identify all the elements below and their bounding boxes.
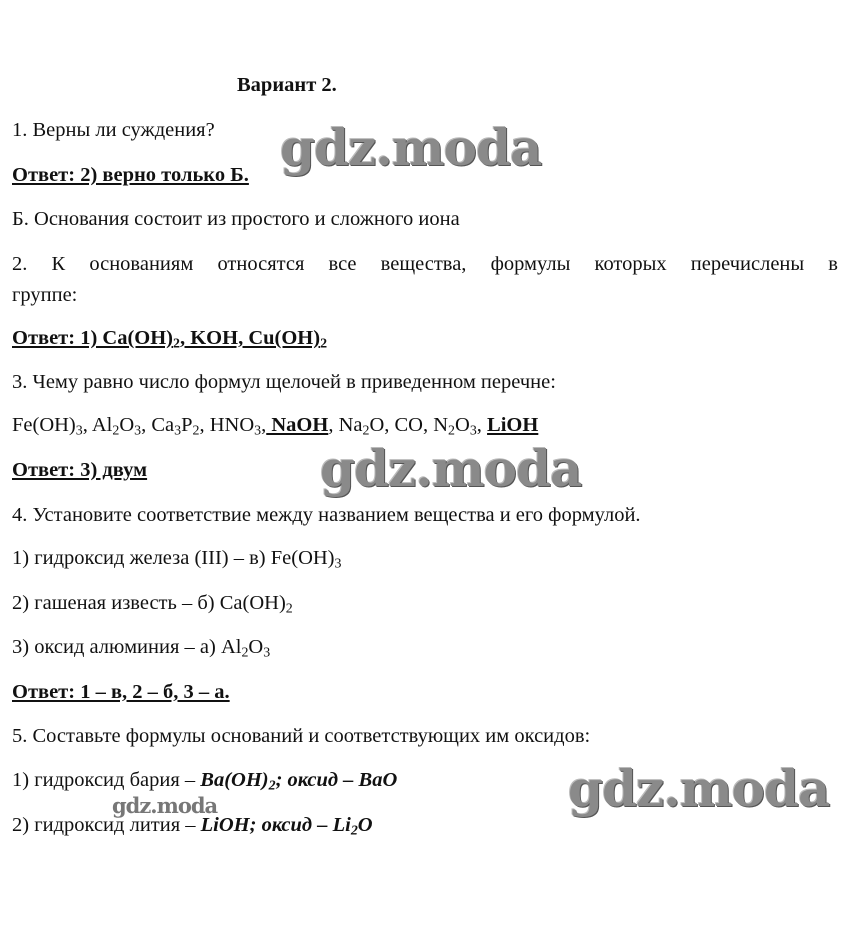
answer-5-sub: 2	[350, 823, 358, 839]
formula-sub: 3	[174, 423, 182, 439]
item-text: 1) гидроксид бария –	[12, 769, 201, 791]
answer-5-formula: LiOH; оксид – Li	[200, 814, 351, 836]
formula-sub: 2	[112, 423, 120, 439]
question-4-item-1	[12, 546, 341, 570]
formula-part: O, CO, N	[369, 414, 449, 436]
watermark: gdz.moda	[280, 118, 542, 177]
question-4-item-2	[12, 591, 293, 615]
formula-sub: 2	[192, 423, 200, 439]
formula-sub: 3	[134, 423, 142, 439]
formula-sub: 3	[469, 423, 477, 439]
answer-2-sub: 2	[320, 336, 328, 352]
formula-part: Fe(OH)	[12, 414, 76, 436]
formula-part: , Na	[328, 414, 363, 436]
answer-5-formula: ; оксид – BaO	[275, 769, 398, 791]
item-text: 1) гидроксид железа (III) – в) Fe(OH)	[12, 547, 335, 569]
item-text: O	[248, 636, 264, 658]
answer-5-formula: Ba(OH)	[200, 769, 269, 791]
answer-2-part: , KOH, Cu(OH)	[179, 327, 321, 349]
watermark: gdz.moda	[112, 793, 218, 818]
question-3: 3. Чему равно число формул щелочей в приведенном перечне:	[12, 371, 556, 393]
item-text: 3) оксид алюминия – а) Al	[12, 636, 242, 658]
answer-4: Ответ: 1 – в, 2 – б, 3 – а.	[12, 681, 230, 703]
answer-1: Ответ: 2) верно только Б.	[12, 164, 249, 186]
question-4-item-3	[12, 635, 270, 659]
question-2-line-1: 2. К основаниям относятся все вещества, формулы которых перечислены в	[12, 253, 838, 275]
question-1: 1. Верны ли суждения?	[12, 119, 215, 141]
watermark: gdz.moda	[568, 759, 830, 818]
question-5-item-1	[12, 768, 397, 792]
formula-part: , Al	[82, 414, 113, 436]
formula-part: P	[181, 414, 193, 436]
item-text: 2) гидроксид лития –	[12, 814, 201, 836]
item-sub: 3	[263, 645, 271, 661]
answer-2-sub: 2	[173, 336, 180, 352]
page-title: Вариант 2.	[237, 74, 337, 96]
question-3-formula-list	[12, 413, 538, 437]
watermark: gdz.moda	[320, 439, 582, 498]
answer-5-sub: 2	[268, 778, 276, 794]
formula-part: ,	[261, 414, 267, 436]
formula-sub: 3	[75, 423, 83, 439]
question-1-note: Б. Основания состоит из простого и сложного иона	[12, 208, 460, 230]
formula-part: O	[119, 414, 135, 436]
item-sub: 3	[334, 556, 342, 572]
item-sub: 2	[285, 601, 293, 617]
answer-2	[12, 326, 327, 350]
question-4: 4. Установите соответствие между названием вещества и его формулой.	[12, 504, 641, 526]
formula-sub: 2	[448, 423, 456, 439]
answer-5-formula: O	[357, 814, 373, 836]
formula-part: , Ca	[141, 414, 175, 436]
item-text: 2) гашеная известь – б) Ca(OH)	[12, 592, 286, 614]
formula-sub: 2	[362, 423, 370, 439]
formula-part: O	[455, 414, 470, 436]
answer-2-part: Ответ: 1) Ca(OH)	[12, 327, 174, 349]
item-sub: 2	[241, 645, 249, 661]
question-5: 5. Составьте формулы оснований и соответствующих им оксидов:	[12, 725, 591, 747]
formula-naoh-highlight: NaOH	[266, 414, 329, 436]
formula-part: ,	[476, 414, 488, 436]
formula-sub: 3	[254, 423, 262, 439]
question-2-line-2: группе:	[12, 284, 78, 306]
answer-3: Ответ: 3) двум	[12, 459, 148, 481]
formula-part: , HNO	[199, 414, 255, 436]
formula-lioh-highlight: LiOH	[487, 414, 539, 436]
